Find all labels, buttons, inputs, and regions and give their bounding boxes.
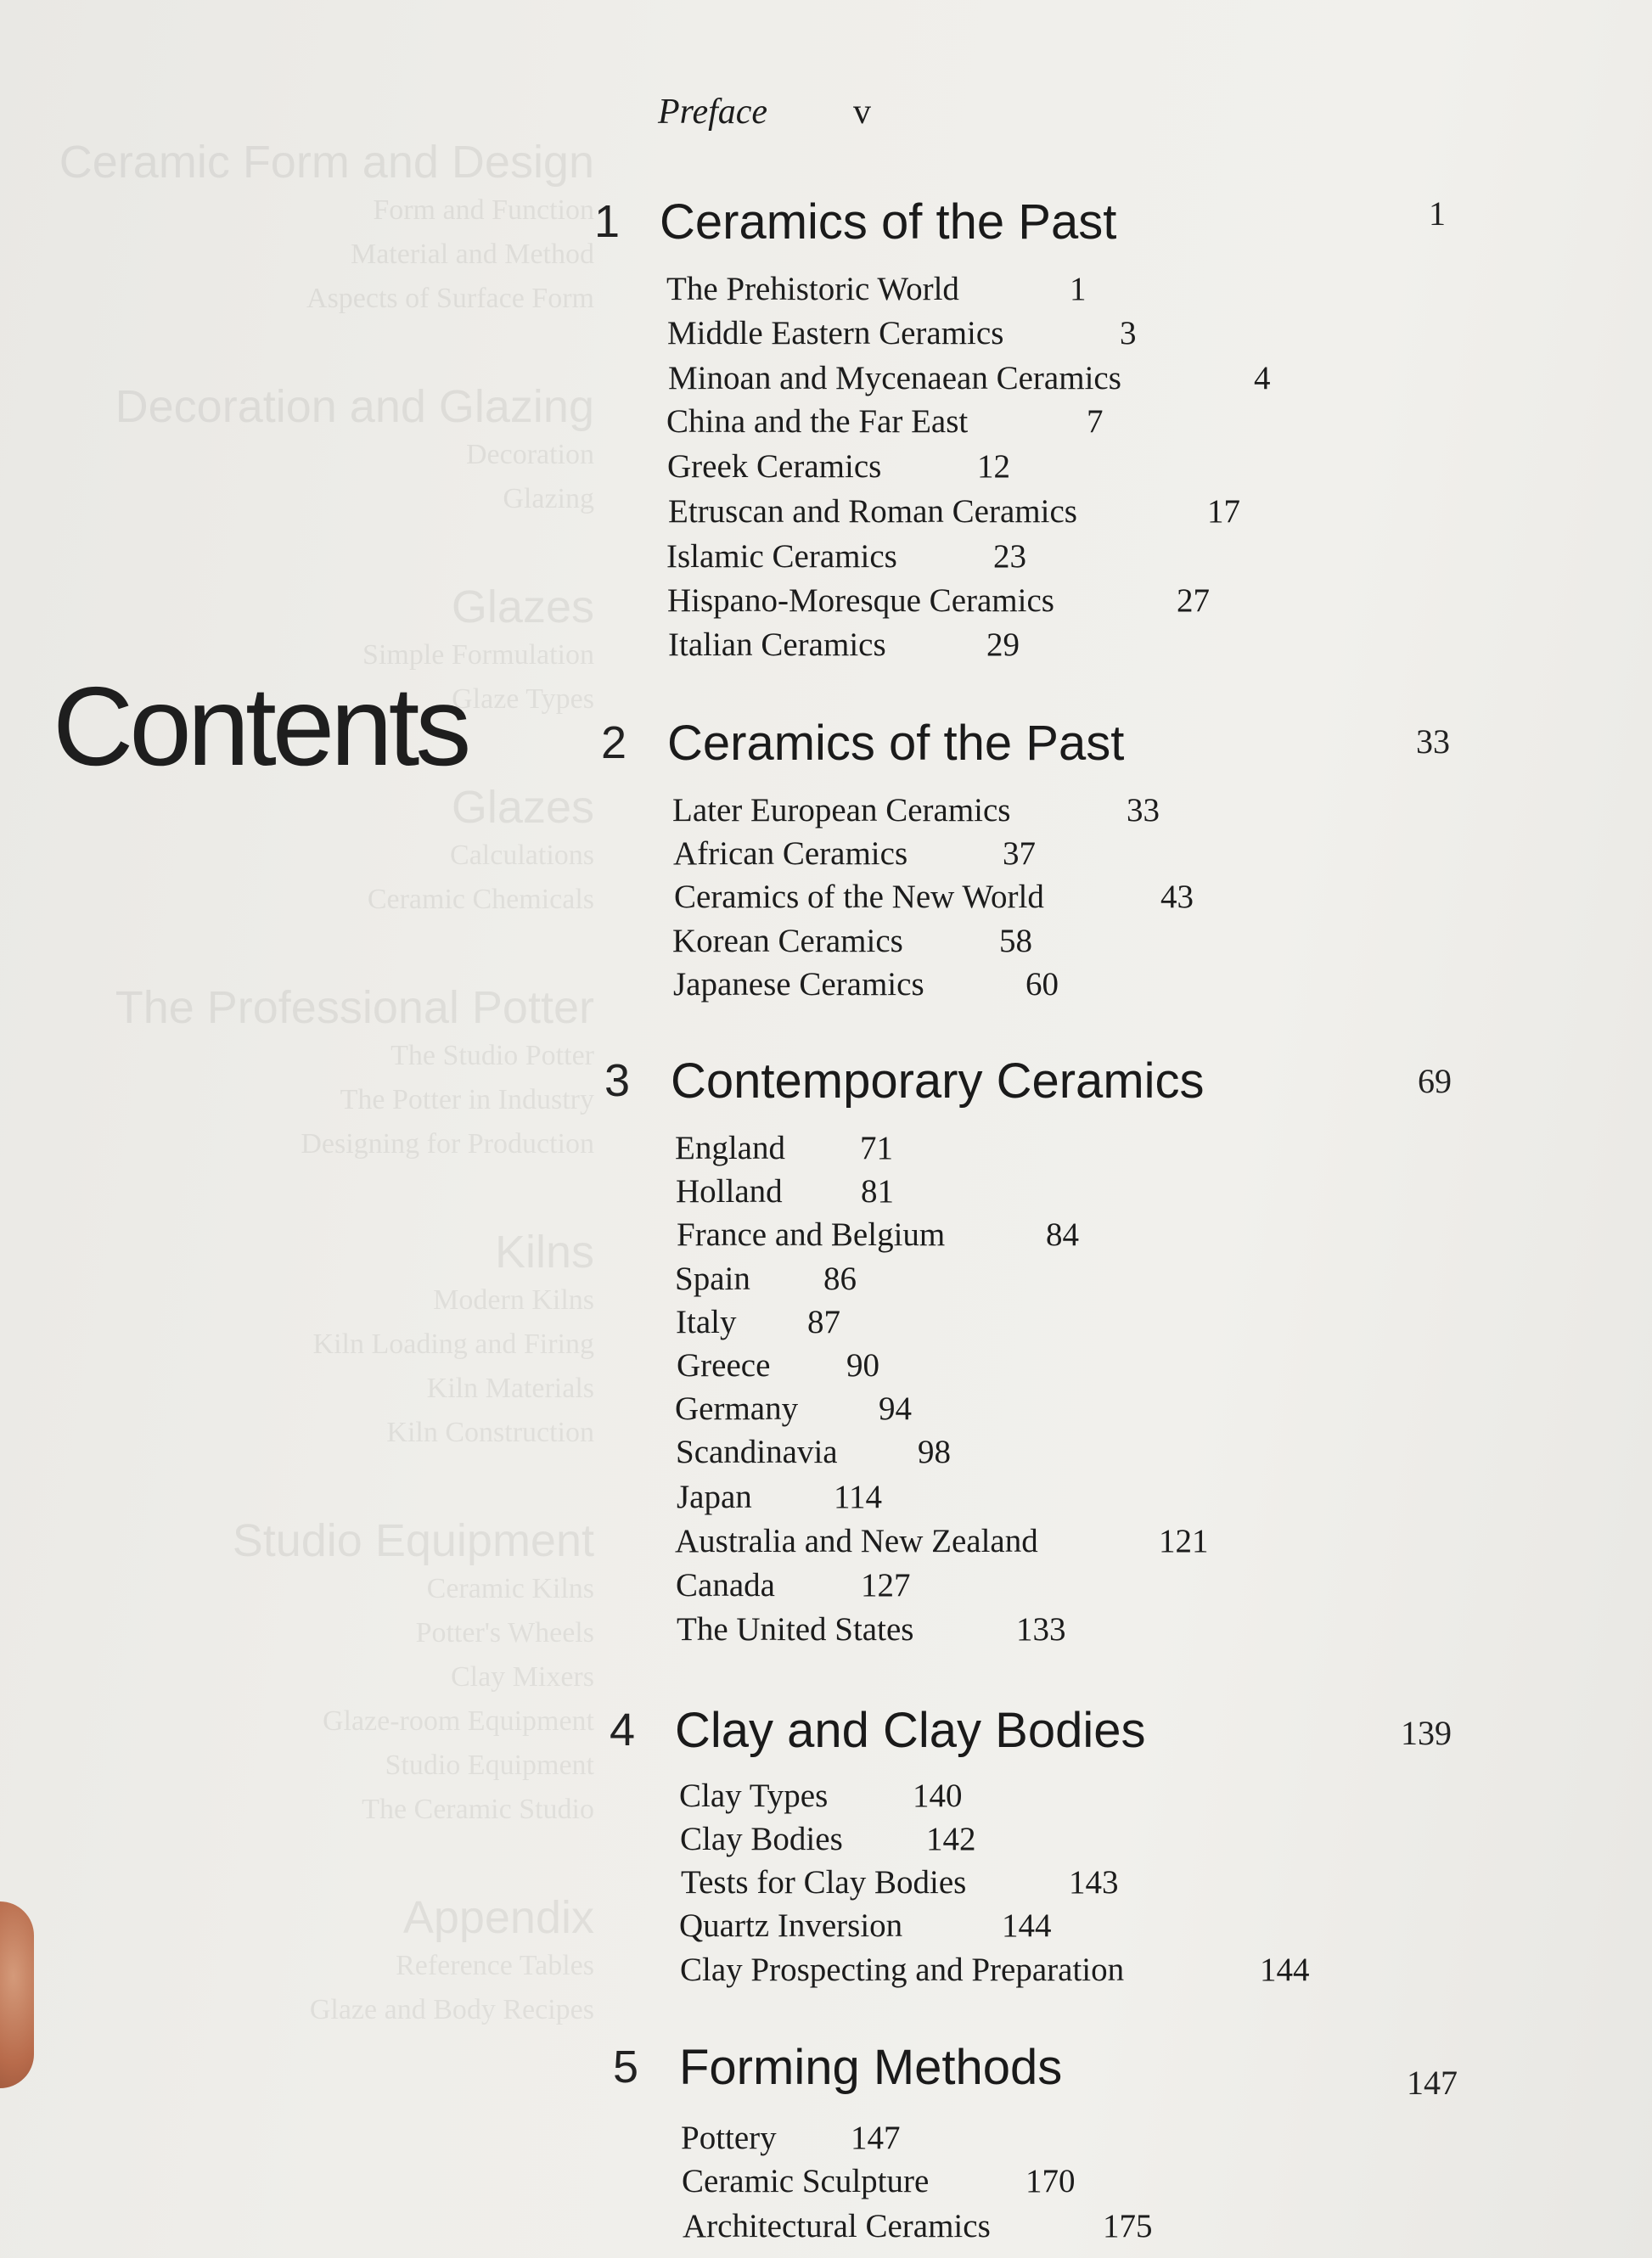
toc-entry-label: Italian Ceramics	[668, 626, 886, 663]
toc-entry-label: Japanese Ceramics	[673, 966, 924, 1003]
chapter-page-number: 139	[1401, 1714, 1452, 1752]
toc-entry-label: Greek Ceramics	[667, 448, 882, 485]
toc-entry-label: The Prehistoric World	[666, 271, 959, 307]
toc-entry-page: 114	[834, 1479, 883, 1515]
toc-entry[interactable]	[675, 1129, 893, 1167]
toc-entry[interactable]	[679, 1777, 963, 1815]
chapter-number: 2	[601, 717, 627, 768]
toc-entry-page: 170	[1025, 2163, 1076, 2199]
toc-entry-label: Clay Bodies	[680, 1821, 843, 1857]
toc-entry[interactable]	[677, 1346, 879, 1385]
toc-entry-page: 87	[807, 1304, 840, 1340]
toc-entry-label: Minoan and Mycenaean Ceramics	[668, 360, 1121, 396]
contents-heading: Contents	[53, 664, 468, 789]
toc-entry[interactable]	[676, 1566, 911, 1604]
toc-entry-page: 60	[1025, 966, 1059, 1003]
toc-entry-label: Islamic Ceramics	[666, 538, 897, 575]
toc-entry[interactable]	[677, 1478, 883, 1516]
preface-page: v	[853, 93, 871, 132]
toc-entry[interactable]	[666, 537, 1026, 576]
chapter-title[interactable]: Clay and Clay Bodies	[675, 1703, 1146, 1758]
toc-entry-page: 1	[1070, 271, 1087, 307]
chapter-number: 3	[604, 1055, 631, 1106]
toc-entry-page: 84	[1046, 1216, 1079, 1253]
toc-entry-label: African Ceramics	[673, 835, 908, 872]
toc-entry-page: 81	[861, 1173, 894, 1210]
toc-entry-label: Australia and New Zealand	[675, 1523, 1038, 1559]
toc-entry[interactable]	[666, 270, 1087, 308]
toc-entry-label: Etruscan and Roman Ceramics	[668, 493, 1077, 530]
toc-entry-label: Korean Ceramics	[672, 923, 903, 959]
toc-entry[interactable]	[676, 1172, 894, 1210]
toc-entry-label: Holland	[676, 1173, 783, 1210]
toc-entry[interactable]	[667, 581, 1210, 620]
toc-entry-page: 27	[1177, 582, 1210, 619]
toc-entry-label: Hispano-Moresque Ceramics	[667, 582, 1054, 619]
toc-entry-page: 142	[926, 1821, 976, 1857]
toc-entry[interactable]	[675, 1260, 857, 1298]
toc-entry[interactable]	[668, 492, 1240, 531]
preface-label: Preface	[658, 93, 768, 132]
toc-entry-label: Japan	[677, 1479, 752, 1515]
chapter-number: 4	[610, 1705, 636, 1755]
toc-entry[interactable]	[674, 878, 1194, 916]
toc-entry-page: 33	[1127, 792, 1160, 828]
toc-entry-page: 140	[913, 1778, 963, 1814]
chapter-number: 5	[613, 2042, 639, 2092]
toc-entry-page: 71	[860, 1130, 893, 1166]
toc-entry-label: Spain	[675, 1261, 750, 1297]
bleed-through-text: Ceramic Form and Design Form and Function Material and Method Aspects of Surface Form Decoration and Glazing Decoration Glazing Glazes Simple Formulation Glaze Types Glazes Calculations Ceramic Chemicals The Professional Potter The Studio Potter The Potter in Industry Designing for Production Kilns Modern Kilns Kiln Loading and Firing Kiln Materials Kiln Construction Studio Equipment Ceramic Kilns Potter's Wheels Clay Mixers Glaze-room Equipment Studio Equipment The Ceramic Studio Appendix Reference Tables Glaze and Body Recipes	[59, 137, 594, 2025]
toc-entry[interactable]	[680, 1820, 976, 1858]
toc-entry-page: 144	[1260, 1952, 1310, 1988]
chapter-title[interactable]: Ceramics of the Past	[667, 716, 1125, 771]
toc-entry-page: 98	[918, 1434, 951, 1470]
toc-entry[interactable]	[677, 1610, 1066, 1649]
toc-entry-label: Greece	[677, 1347, 771, 1384]
toc-entry-label: Clay Types	[679, 1778, 829, 1814]
toc-entry-page: 90	[846, 1347, 879, 1384]
toc-entry-page: 58	[999, 923, 1032, 959]
toc-entry-label: The United States	[677, 1611, 914, 1648]
toc-entry-page: 37	[1003, 835, 1036, 872]
toc-entry[interactable]	[681, 1863, 1119, 1901]
toc-entry[interactable]	[667, 447, 1010, 486]
chapter-title[interactable]: Ceramics of the Past	[660, 194, 1117, 250]
toc-entry[interactable]	[673, 834, 1036, 873]
toc-entry-label: Middle Eastern Ceramics	[667, 315, 1004, 351]
toc-entry-page: 147	[851, 2120, 901, 2156]
toc-entry-page: 29	[986, 626, 1020, 663]
toc-entry-page: 7	[1087, 403, 1104, 440]
chapter-page-number: 69	[1418, 1062, 1452, 1100]
toc-entry[interactable]	[666, 402, 1104, 441]
toc-entry-page: 3	[1120, 315, 1137, 351]
toc-entry[interactable]	[675, 1522, 1209, 1560]
toc-entry[interactable]	[672, 791, 1160, 829]
preface-entry[interactable]	[658, 92, 871, 132]
toc-entry-page: 143	[1069, 1864, 1119, 1901]
toc-entry-page: 12	[977, 448, 1010, 485]
toc-entry[interactable]	[667, 314, 1137, 352]
thumb	[0, 1901, 34, 2088]
chapter-page-number: 147	[1407, 2064, 1458, 2102]
toc-entry-page: 121	[1159, 1523, 1209, 1559]
toc-entry[interactable]	[682, 2162, 1076, 2200]
chapter-page-number: 33	[1416, 722, 1450, 761]
toc-entry-label: Clay Prospecting and Preparation	[680, 1952, 1125, 1988]
toc-entry[interactable]	[681, 2119, 901, 2157]
toc-entry[interactable]	[668, 359, 1271, 397]
toc-entry[interactable]	[676, 1303, 840, 1341]
toc-entry[interactable]	[673, 965, 1059, 1003]
toc-entry[interactable]	[677, 1216, 1079, 1254]
toc-entry-label: Ceramics of the New World	[674, 879, 1044, 915]
toc-entry[interactable]	[679, 1907, 1052, 1945]
toc-entry[interactable]	[668, 626, 1020, 664]
toc-entry-page: 175	[1103, 2208, 1153, 2244]
chapter-number: 1	[594, 196, 621, 247]
toc-entry-page: 86	[823, 1261, 857, 1297]
toc-entry-label: Quartz Inversion	[679, 1907, 903, 1944]
toc-entry-page: 23	[993, 538, 1026, 575]
toc-entry-page: 43	[1160, 879, 1194, 915]
toc-entry-label: China and the Far East	[666, 403, 969, 440]
toc-entry[interactable]	[680, 1951, 1310, 1989]
toc-entry[interactable]	[672, 922, 1032, 960]
toc-entry-page: 4	[1254, 360, 1271, 396]
toc-entry-label: Italy	[676, 1304, 737, 1340]
chapter-page-number: 1	[1429, 194, 1446, 233]
toc-entry-page: 127	[861, 1567, 911, 1604]
toc-entry-label: Scandinavia	[676, 1434, 838, 1470]
toc-entry-label: Tests for Clay Bodies	[681, 1864, 967, 1901]
toc-entry-label: Germany	[675, 1390, 799, 1427]
toc-entry-label: Ceramic Sculpture	[682, 2163, 930, 2199]
toc-entry[interactable]	[683, 2207, 1153, 2245]
toc-entry-label: Canada	[676, 1567, 775, 1604]
toc-entry-label: England	[675, 1130, 785, 1166]
toc-entry-label: Architectural Ceramics	[683, 2208, 991, 2244]
toc-entry[interactable]	[675, 1390, 912, 1428]
toc-entry-page: 17	[1207, 493, 1240, 530]
toc-entry-page: 144	[1002, 1907, 1052, 1944]
chapter-title[interactable]: Contemporary Ceramics	[671, 1053, 1205, 1109]
toc-entry-label: Later European Ceramics	[672, 792, 1011, 828]
toc-entry-label: France and Belgium	[677, 1216, 946, 1253]
toc-entry[interactable]	[676, 1433, 951, 1471]
toc-entry-label: Pottery	[681, 2120, 777, 2156]
toc-entry-page: 133	[1016, 1611, 1066, 1648]
chapter-title[interactable]: Forming Methods	[679, 2040, 1063, 2095]
toc-entry-page: 94	[879, 1390, 912, 1427]
